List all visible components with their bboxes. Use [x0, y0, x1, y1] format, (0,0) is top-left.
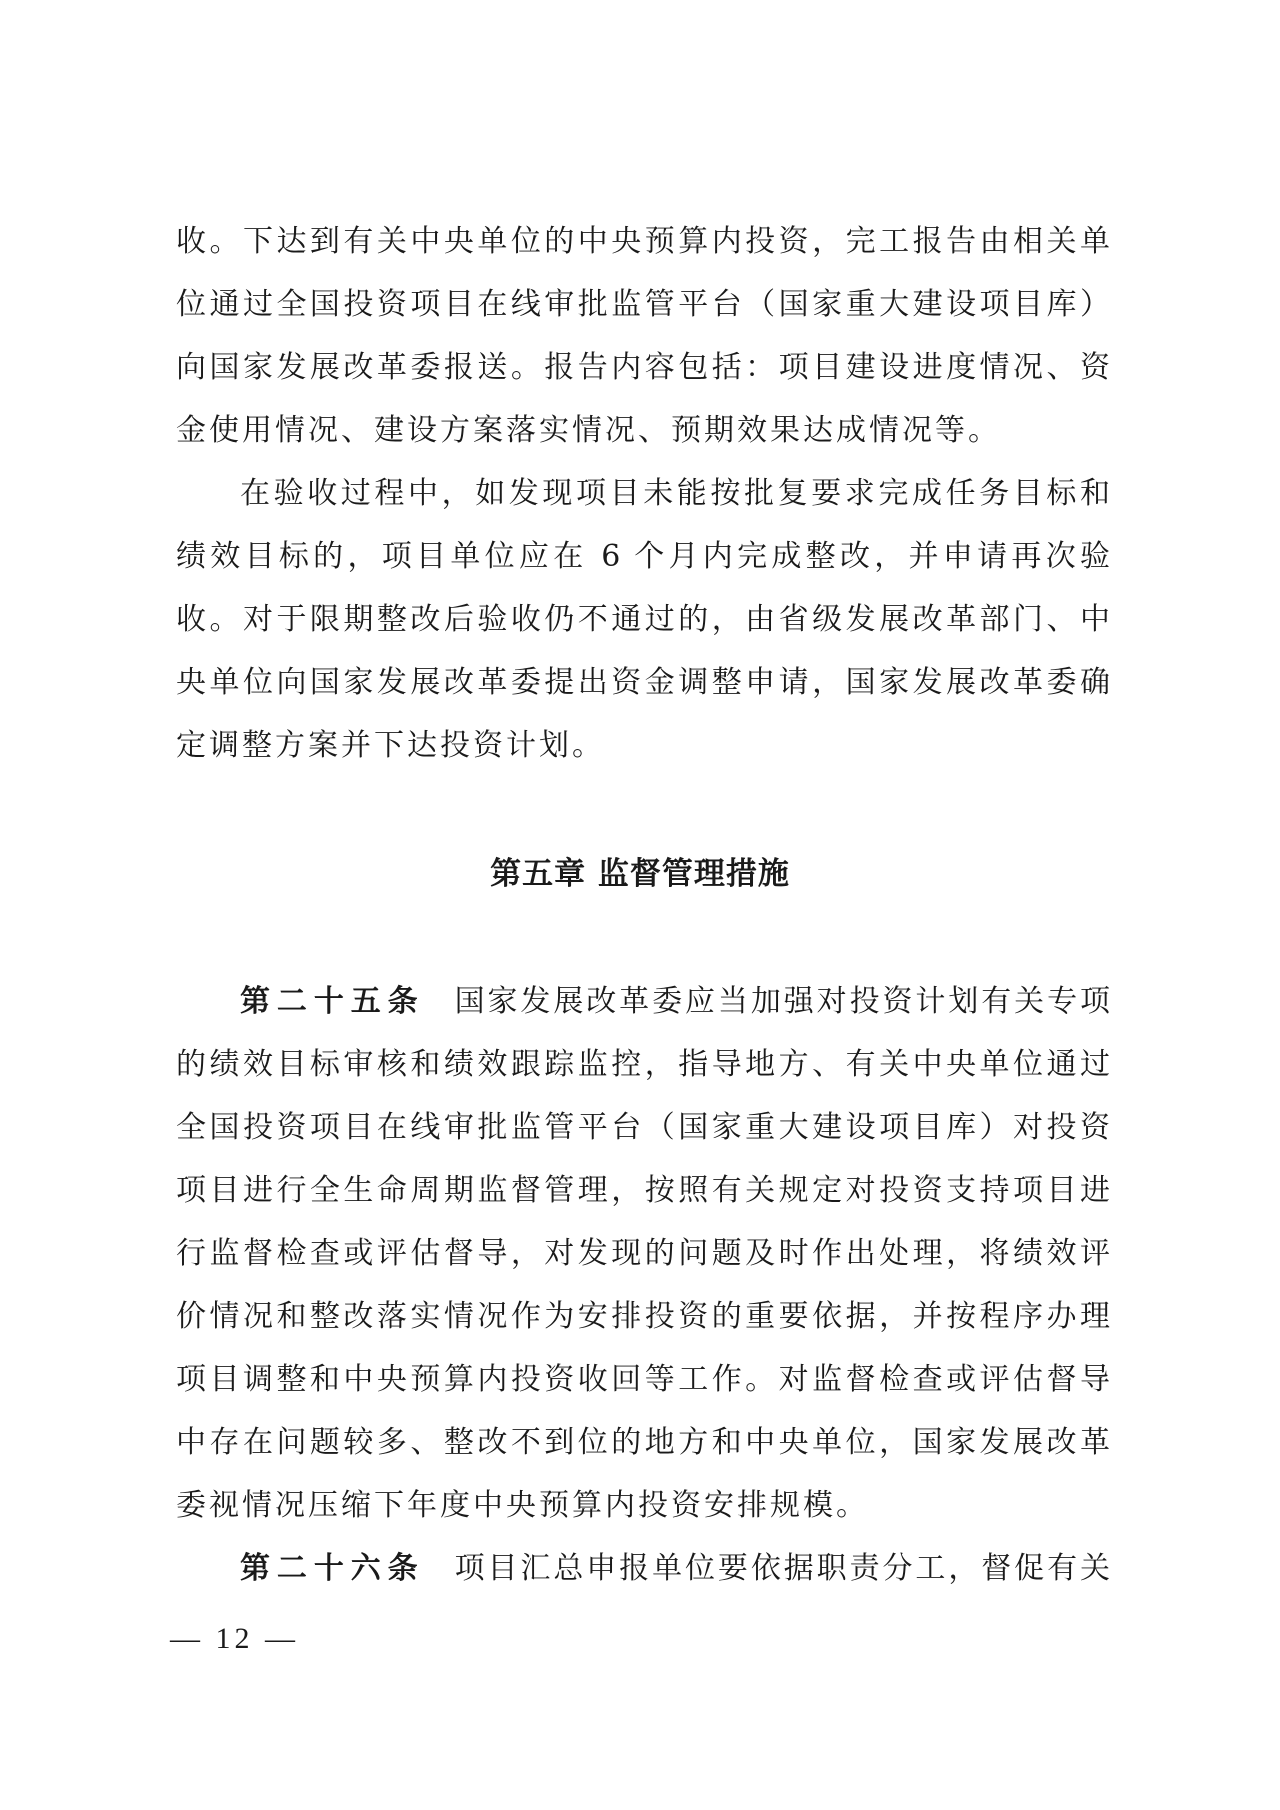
paragraph-1-line-1: 收。下达到有关中央单位的中央预算内投资，完工报告由相关单: [176, 224, 1110, 259]
paragraph-2-line-3: 收。对于限期整改后验收仍不通过的，由省级发展改革部门、中: [176, 602, 1110, 637]
paragraph-1-line-3: 向国家发展改革委报送。报告内容包括：项目建设进度情况、资: [176, 350, 1110, 385]
article-25-line-3: 全国投资项目在线审批监管平台（国家重大建设项目库）对投资: [176, 1110, 1110, 1145]
article-26-label: 第二十六条: [240, 1551, 425, 1586]
paragraph-1-line-4: 金使用情况、建设方案落实情况、预期效果达成情况等。: [176, 413, 1001, 448]
page-number: — 12 —: [170, 1622, 299, 1655]
paragraph-2-line-5: 定调整方案并下达投资计划。: [176, 728, 605, 763]
article-25-line-6: 价情况和整改落实情况作为安排投资的重要依据，并按程序办理: [176, 1299, 1110, 1334]
article-25-line-9: 委视情况压缩下年度中央预算内投资安排规模。: [176, 1488, 869, 1523]
article-26-line-1: [240, 1537, 1110, 1601]
article-25-line-1: [240, 970, 1110, 1034]
paragraph-2-line-1: 在验收过程中，如发现项目未能按批复要求完成任务目标和: [240, 476, 1110, 511]
paragraph-2-line-2: 绩效目标的，项目单位应在 6 个月内完成整改，并申请再次验: [176, 539, 1110, 574]
paragraph-2-line-4: 央单位向国家发展改革委提出资金调整申请，国家发展改革委确: [176, 665, 1110, 700]
article-25-line-5: 行监督检查或评估督导，对发现的问题及时作出处理，将绩效评: [176, 1236, 1110, 1271]
article-25-label: 第二十五条: [240, 984, 425, 1019]
article-25-line-7: 项目调整和中央预算内投资收回等工作。对监督检查或评估督导: [176, 1362, 1110, 1397]
paragraph-1-line-2: 位通过全国投资项目在线审批监管平台（国家重大建设项目库）: [176, 287, 1110, 322]
article-25-line-4: 项目进行全生命周期监督管理，按照有关规定对投资支持项目进: [176, 1173, 1110, 1208]
chapter-heading: 第五章 监督管理措施: [490, 856, 790, 892]
article-25-line-2: 的绩效目标审核和绩效跟踪监控，指导地方、有关中央单位通过: [176, 1047, 1110, 1082]
article-26-text-1: 项目汇总申报单位要依据职责分工，督促有关: [454, 1551, 1111, 1586]
article-25-text-1: 国家发展改革委应当加强对投资计划有关专项: [454, 984, 1111, 1019]
article-25-line-8: 中存在问题较多、整改不到位的地方和中央单位，国家发展改革: [176, 1425, 1110, 1460]
